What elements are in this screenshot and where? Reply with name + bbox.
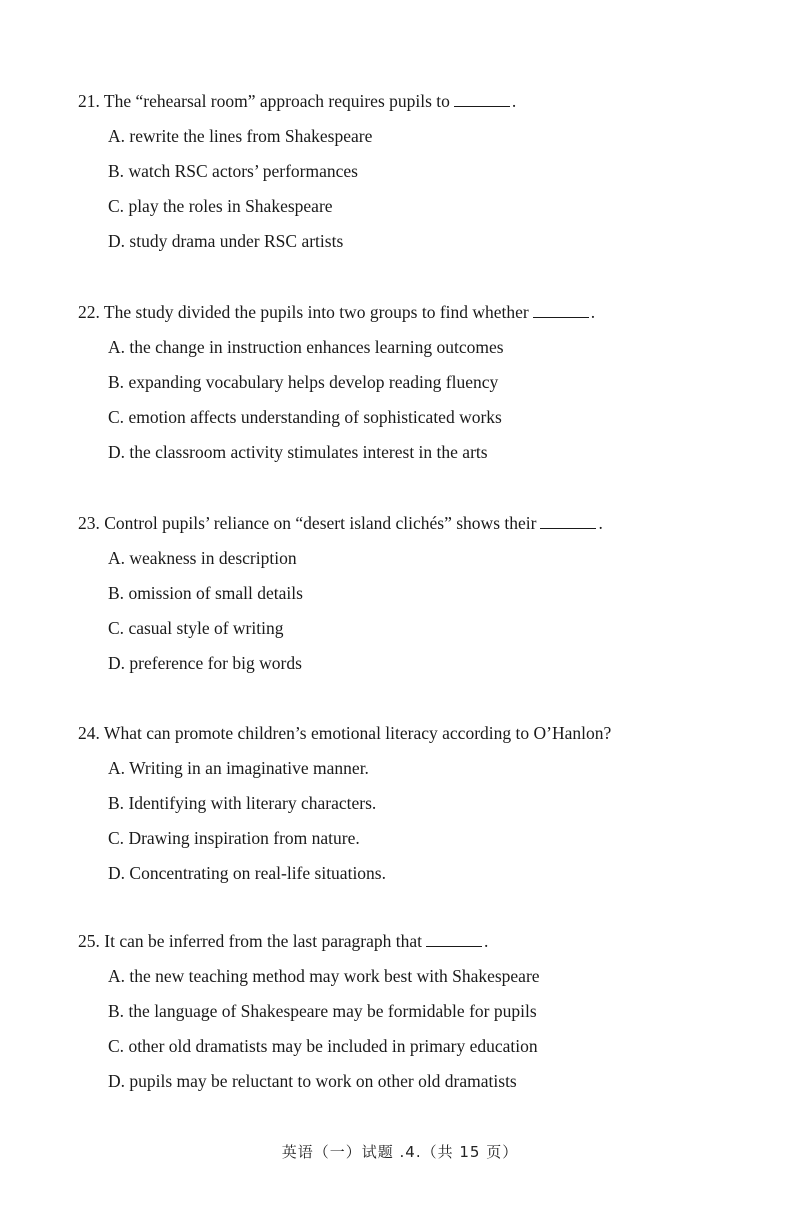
option-text: watch RSC actors’ performances (128, 161, 358, 181)
option-letter: D. (108, 653, 126, 673)
option-letter: C. (108, 828, 125, 848)
option-text: Drawing inspiration from nature. (128, 828, 360, 848)
question-stem (78, 512, 778, 534)
option-text: other old dramatists may be included in primary education (128, 1036, 538, 1056)
option-text: emotion affects understanding of sophisticated works (128, 407, 502, 427)
option-letter: B. (108, 1001, 125, 1021)
stem-text: 22. The study divided the pupils into two groups to find whether (78, 302, 529, 322)
option-b (108, 792, 778, 814)
option-text: weakness in description (129, 548, 297, 568)
question-25 (78, 930, 778, 1092)
option-letter: B. (108, 793, 125, 813)
option-c (108, 1035, 778, 1057)
option-text: omission of small details (128, 583, 303, 603)
question-stem (78, 301, 778, 323)
option-text: Identifying with literary characters. (128, 793, 377, 813)
option-letter: A. (108, 126, 126, 146)
option-text: pupils may be reluctant to work on other old dramatists (129, 1071, 517, 1091)
stem-end: . (598, 513, 603, 533)
option-text: the language of Shakespeare may be formidable for pupils (128, 1001, 537, 1021)
option-b (108, 371, 778, 393)
option-c (108, 617, 778, 639)
option-a (108, 547, 778, 569)
page-footer: 英语（一）试题 .4.（共 15 页） (281, 1143, 519, 1161)
option-text: play the roles in Shakespeare (128, 196, 333, 216)
stem-text: 24. What can promote children’s emotional literacy according to O’Hanlon? (78, 723, 612, 743)
answer-blank (454, 90, 510, 107)
option-d (108, 862, 778, 884)
option-c (108, 827, 778, 849)
option-a (108, 336, 778, 358)
option-d (108, 441, 778, 463)
option-letter: A. (108, 758, 126, 778)
question-23 (78, 512, 778, 674)
option-letter: C. (108, 196, 125, 216)
option-text: casual style of writing (128, 618, 284, 638)
answer-blank (426, 930, 482, 947)
option-letter: B. (108, 372, 125, 392)
question-24 (78, 722, 778, 884)
option-text: preference for big words (129, 653, 302, 673)
option-text: rewrite the lines from Shakespeare (129, 126, 373, 146)
question-22 (78, 301, 778, 463)
option-text: the change in instruction enhances learning outcomes (129, 337, 504, 357)
option-b (108, 160, 778, 182)
option-text: the classroom activity stimulates interest in the arts (129, 442, 488, 462)
option-letter: A. (108, 966, 126, 986)
option-text: Concentrating on real-life situations. (129, 863, 386, 883)
option-a (108, 757, 778, 779)
stem-end: . (484, 931, 489, 951)
stem-text: 25. It can be inferred from the last paragraph that (78, 931, 423, 951)
answer-blank (540, 512, 596, 529)
option-c (108, 406, 778, 428)
option-letter: A. (108, 337, 126, 357)
option-d (108, 1070, 778, 1092)
option-letter: D. (108, 1071, 126, 1091)
question-stem (78, 90, 778, 112)
question-stem (78, 930, 778, 952)
option-letter: D. (108, 863, 126, 883)
stem-text: 23. Control pupils’ reliance on “desert island clichés” shows their (78, 513, 537, 533)
option-letter: B. (108, 583, 125, 603)
question-stem (78, 722, 778, 744)
option-letter: B. (108, 161, 125, 181)
stem-text: 21. The “rehearsal room” approach requires pupils to (78, 91, 450, 111)
option-d (108, 652, 778, 674)
answer-blank (533, 301, 589, 318)
option-text: Writing in an imaginative manner. (129, 758, 369, 778)
option-letter: C. (108, 618, 125, 638)
option-letter: C. (108, 407, 125, 427)
option-b (108, 582, 778, 604)
option-text: study drama under RSC artists (129, 231, 344, 251)
stem-end: . (590, 302, 596, 322)
option-letter: A. (108, 548, 126, 568)
option-letter: D. (108, 231, 126, 251)
option-a (108, 125, 778, 147)
option-a (108, 965, 778, 987)
stem-end: . (511, 91, 517, 111)
option-text: expanding vocabulary helps develop reading fluency (128, 372, 499, 392)
option-letter: C. (108, 1036, 125, 1056)
option-d (108, 230, 778, 252)
option-c (108, 195, 778, 217)
option-letter: D. (108, 442, 126, 462)
option-b (108, 1000, 778, 1022)
question-21 (78, 90, 778, 252)
option-text: the new teaching method may work best with Shakespeare (129, 966, 540, 986)
